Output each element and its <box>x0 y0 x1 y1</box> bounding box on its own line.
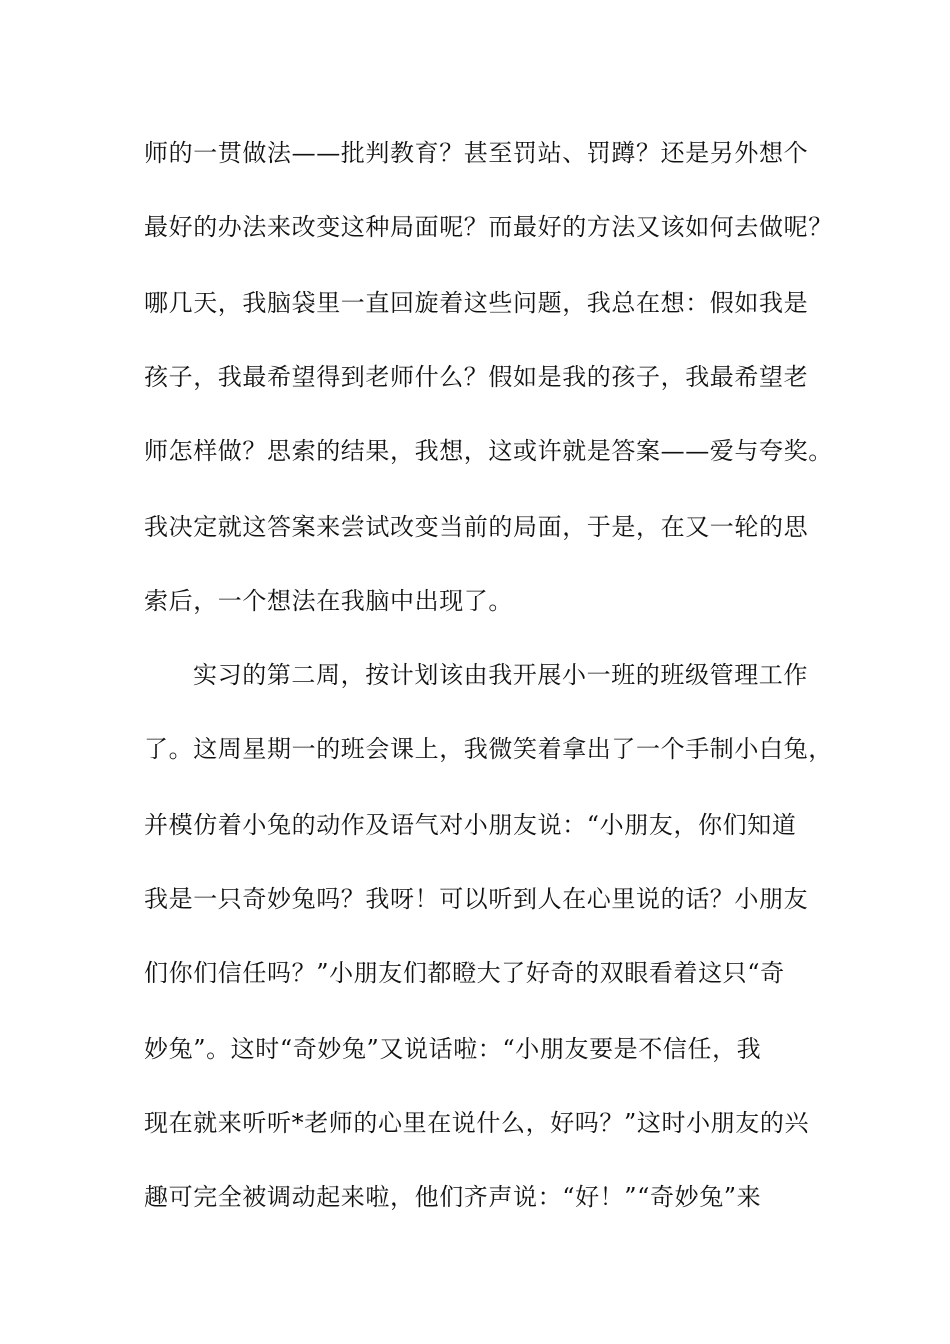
text-line: 我决定就这答案来尝试改变当前的局面，于是，在又一轮的思 <box>144 513 809 541</box>
text-line: 师的一贯做法——批判教育？甚至罚站、罚蹲？还是另外想个 <box>144 139 809 167</box>
text-line: 孩子，我最希望得到老师什么？假如是我的孩子，我最希望老 <box>144 363 809 391</box>
paragraph-first-line: 实习的第二周，按计划该由我开展小一班的班级管理工作 <box>193 661 808 689</box>
text-line: 并模仿着小兔的动作及语气对小朋友说：“小朋友，你们知道 <box>144 811 797 839</box>
text-line: 现在就来听听*老师的心里在说什么，好吗？”这时小朋友的兴 <box>144 1109 810 1137</box>
text-line: 妙兔”。这时“奇妙兔”又说话啦：“小朋友要是不信任，我 <box>144 1035 762 1063</box>
text-line: 们你们信任吗？”小朋友们都瞪大了好奇的双眼看着这只“奇 <box>144 959 785 987</box>
text-line: 了。这周星期一的班会课上，我微笑着拿出了一个手制小白兔， <box>144 735 833 763</box>
text-line: 师怎样做？思索的结果，我想，这或许就是答案——爱与夸奖。 <box>144 437 833 465</box>
text-line: 哪几天，我脑袋里一直回旋着这些问题，我总在想：假如我是 <box>144 289 809 317</box>
text-line: 最好的办法来改变这种局面呢？而最好的方法又该如何去做呢？ <box>144 213 833 241</box>
text-line: 我是一只奇妙兔吗？我呀！可以听到人在心里说的话？小朋友 <box>144 885 809 913</box>
text-line: 索后，一个想法在我脑中出现了。 <box>144 587 513 615</box>
text-line: 趣可完全被调动起来啦，他们齐声说：“好！”“奇妙兔”来 <box>144 1183 762 1211</box>
